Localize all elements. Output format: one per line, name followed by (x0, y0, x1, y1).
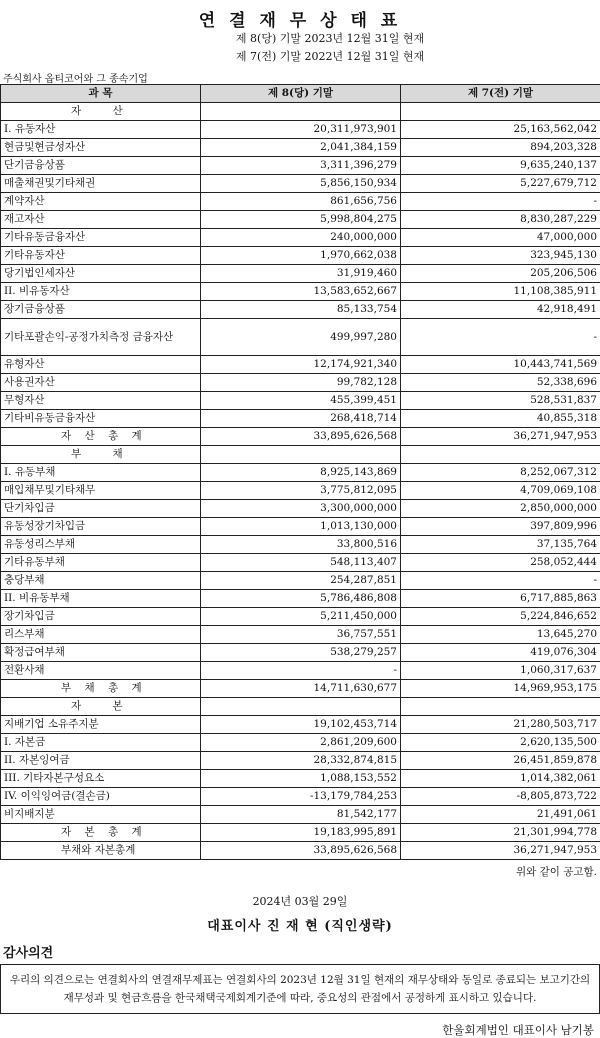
prior-value: 11,108,385,911 (401, 283, 600, 301)
current-value: 1,970,662,038 (201, 247, 401, 265)
current-value: 268,418,714 (201, 410, 401, 428)
table-row (1, 590, 600, 608)
prior-value: 37,135,764 (401, 536, 600, 554)
prior-value (401, 103, 600, 121)
account-name: I. 자본금 (1, 734, 201, 752)
current-value: 14,711,630,677 (201, 680, 401, 698)
prior-value: 40,855,318 (401, 410, 600, 428)
current-value: 5,786,486,808 (201, 590, 401, 608)
account-name: 기타유동자산 (1, 247, 201, 265)
table-row (1, 662, 600, 680)
prior-value: 36,271,947,953 (401, 428, 600, 446)
table-row (1, 301, 600, 319)
prior-value: 4,709,069,108 (401, 482, 600, 500)
table-row (1, 716, 600, 734)
prior-value: 5,227,679,712 (401, 175, 600, 193)
current-value: -13,179,784,253 (201, 788, 401, 806)
table-row (1, 770, 600, 788)
table-row (1, 428, 600, 446)
current-value: 254,287,851 (201, 572, 401, 590)
prior-value: 2,620,135,500 (401, 734, 600, 752)
current-value: 861,656,756 (201, 193, 401, 211)
period-prior: 제 7(전) 기말 2022년 12월 31일 현재 (0, 48, 600, 66)
account-name: 재고자산 (1, 211, 201, 229)
table-row (1, 698, 600, 716)
current-value: 455,399,451 (201, 392, 401, 410)
ceo-signature: 대표이사 진 재 현 (직인생략) (0, 915, 600, 934)
current-value: 81,542,177 (201, 806, 401, 824)
current-value (201, 698, 401, 716)
current-value: 20,311,973,901 (201, 121, 401, 139)
table-row (1, 608, 600, 626)
current-value: 36,757,551 (201, 626, 401, 644)
account-name: 부채와 자본총계 (1, 842, 201, 860)
audit-opinion-text: 우리의 의견으로는 연결회사의 연결재무제표는 연결회사의 2023년 12월 31일 현재의 재무상태와 동일로 종료되는 보고기간의 재무성과 및 현금흐름을 한국채택국제회계기준에 따라, 중요성의 관점에서 공정하게 표시하고 있습니다. (10, 974, 590, 1004)
table-row (1, 554, 600, 572)
table-row (1, 410, 600, 428)
table-row (1, 536, 600, 554)
statement-title: 연 결 재 무 상 태 표 (0, 0, 600, 30)
account-name: 유동성장기차입금 (1, 518, 201, 536)
prior-value: 25,163,562,042 (401, 121, 600, 139)
account-name: 자 본 총 계 (1, 824, 201, 842)
table-row (1, 356, 600, 374)
prior-value: 10,443,741,569 (401, 356, 600, 374)
period-current: 제 8(당) 기말 2023년 12월 31일 현재 (0, 30, 600, 48)
balance-sheet-table (0, 84, 600, 860)
table-row (1, 193, 600, 211)
auditor-signature: 한울회계법인 대표이사 남기봉 (0, 1022, 594, 1038)
announcement-note: 위와 같이 공고함. (0, 864, 597, 879)
table-row (1, 680, 600, 698)
prior-value: 2,850,000,000 (401, 500, 600, 518)
account-name: 비지배지분 (1, 806, 201, 824)
table-row (1, 500, 600, 518)
current-value: 33,895,626,568 (201, 842, 401, 860)
table-row (1, 806, 600, 824)
current-value: 5,211,450,000 (201, 608, 401, 626)
account-name: III. 기타자본구성요소 (1, 770, 201, 788)
account-name: II. 자본잉여금 (1, 752, 201, 770)
account-name: 매입채무및기타채무 (1, 482, 201, 500)
current-value: 240,000,000 (201, 229, 401, 247)
table-row (1, 121, 600, 139)
account-name: 매출채권및기타채권 (1, 175, 201, 193)
prior-value: 21,280,503,717 (401, 716, 600, 734)
account-name: 자 산 (1, 103, 201, 121)
table-row (1, 229, 600, 247)
table-row (1, 247, 600, 265)
current-value: 31,919,460 (201, 265, 401, 283)
prior-value: -8,805,873,722 (401, 788, 600, 806)
table-row (1, 464, 600, 482)
prior-value: 397,809,996 (401, 518, 600, 536)
prior-value: 8,252,067,312 (401, 464, 600, 482)
account-name: 전환사채 (1, 662, 201, 680)
prior-value (401, 446, 600, 464)
prior-value: 6,717,885,863 (401, 590, 600, 608)
prior-value: 528,531,837 (401, 392, 600, 410)
account-name: 자 산 총 계 (1, 428, 201, 446)
account-name: I. 유동자산 (1, 121, 201, 139)
account-name: 단기차입금 (1, 500, 201, 518)
current-value: 33,800,516 (201, 536, 401, 554)
current-value: 538,279,257 (201, 644, 401, 662)
prior-value: 5,224,846,652 (401, 608, 600, 626)
account-name: 기타유동부채 (1, 554, 201, 572)
prior-value: 419,076,304 (401, 644, 600, 662)
prior-value: 21,491,061 (401, 806, 600, 824)
table-row (1, 788, 600, 806)
current-value: 13,583,652,667 (201, 283, 401, 301)
table-row (1, 139, 600, 157)
prior-value: 47,000,000 (401, 229, 600, 247)
table-row (1, 283, 600, 301)
current-value: 1,013,130,000 (201, 518, 401, 536)
prior-value: 14,969,953,175 (401, 680, 600, 698)
table-row (1, 446, 600, 464)
table-row (1, 211, 600, 229)
table-row (1, 572, 600, 590)
table-row (1, 518, 600, 536)
account-name: 기타포괄손익-공정가치측정 금융자산 (1, 319, 201, 356)
account-name: 장기차입금 (1, 608, 201, 626)
account-name: 당기법인세자산 (1, 265, 201, 283)
prior-value: 13,645,270 (401, 626, 600, 644)
prior-value: 8,830,287,229 (401, 211, 600, 229)
table-row (1, 175, 600, 193)
audit-opinion-title: 감사의견 (3, 942, 600, 961)
prior-value: - (401, 319, 600, 356)
table-body (1, 103, 600, 860)
table-row (1, 482, 600, 500)
table-row (1, 157, 600, 175)
prior-value: 323,945,130 (401, 247, 600, 265)
account-name: 확정급여부채 (1, 644, 201, 662)
prior-value: - (401, 193, 600, 211)
prior-value: 894,203,328 (401, 139, 600, 157)
table-row (1, 734, 600, 752)
table-row (1, 392, 600, 410)
account-name: 사용권자산 (1, 374, 201, 392)
account-name: 충당부채 (1, 572, 201, 590)
current-value: 5,998,804,275 (201, 211, 401, 229)
table-row (1, 626, 600, 644)
account-name: 부 채 (1, 446, 201, 464)
table-row (1, 265, 600, 283)
prior-value: 9,635,240,137 (401, 157, 600, 175)
account-name: II. 비유동자산 (1, 283, 201, 301)
prior-value: 26,451,859,878 (401, 752, 600, 770)
table-row (1, 644, 600, 662)
account-name: 단기금융상품 (1, 157, 201, 175)
current-value: 5,856,150,934 (201, 175, 401, 193)
prior-value: 36,271,947,953 (401, 842, 600, 860)
table-row (1, 824, 600, 842)
header-current: 제 8(당) 기말 (201, 85, 401, 103)
current-value: 99,782,128 (201, 374, 401, 392)
current-value: 12,174,921,340 (201, 356, 401, 374)
account-name: 현금및현금성자산 (1, 139, 201, 157)
company-name: 주식회사 옵티코어와 그 종속기업 (3, 70, 600, 84)
current-value: 3,311,396,279 (201, 157, 401, 175)
header-prior: 제 7(전) 기말 (401, 85, 600, 103)
audit-opinion-box (0, 964, 600, 1014)
current-value: - (201, 662, 401, 680)
account-name: IV. 이익잉여금(결손금) (1, 788, 201, 806)
prior-value: - (401, 572, 600, 590)
account-name: 부 채 총 계 (1, 680, 201, 698)
current-value: 3,775,812,095 (201, 482, 401, 500)
current-value (201, 446, 401, 464)
current-value (201, 103, 401, 121)
account-name: 장기금융상품 (1, 301, 201, 319)
account-name: 무형자산 (1, 392, 201, 410)
prior-value: 42,918,491 (401, 301, 600, 319)
current-value: 19,102,453,714 (201, 716, 401, 734)
announcement-date: 2024년 03월 29일 (0, 893, 600, 909)
prior-value: 52,338,696 (401, 374, 600, 392)
table-header-row (1, 85, 600, 103)
table-row (1, 752, 600, 770)
table-row (1, 319, 600, 356)
prior-value: 1,014,382,061 (401, 770, 600, 788)
current-value: 33,895,626,568 (201, 428, 401, 446)
current-value: 1,088,153,552 (201, 770, 401, 788)
account-name: 유형자산 (1, 356, 201, 374)
account-name: I. 유동부채 (1, 464, 201, 482)
account-name: 기타비유동금융자산 (1, 410, 201, 428)
current-value: 28,332,874,815 (201, 752, 401, 770)
table-row (1, 374, 600, 392)
prior-value: 1,060,317,637 (401, 662, 600, 680)
account-name: 지배기업 소유주지분 (1, 716, 201, 734)
account-name: 계약자산 (1, 193, 201, 211)
current-value: 2,861,209,600 (201, 734, 401, 752)
current-value: 548,113,407 (201, 554, 401, 572)
account-name: 기타유동금융자산 (1, 229, 201, 247)
header-account: 과 목 (1, 85, 201, 103)
prior-value: 258,052,444 (401, 554, 600, 572)
prior-value (401, 698, 600, 716)
current-value: 85,133,754 (201, 301, 401, 319)
account-name: 리스부채 (1, 626, 201, 644)
account-name: 자 본 (1, 698, 201, 716)
account-name: II. 비유동부채 (1, 590, 201, 608)
current-value: 8,925,143,869 (201, 464, 401, 482)
table-row (1, 842, 600, 860)
current-value: 2,041,384,159 (201, 139, 401, 157)
table-row (1, 103, 600, 121)
current-value: 3,300,000,000 (201, 500, 401, 518)
prior-value: 21,301,994,778 (401, 824, 600, 842)
current-value: 19,183,995,891 (201, 824, 401, 842)
prior-value: 205,206,506 (401, 265, 600, 283)
current-value: 499,997,280 (201, 319, 401, 356)
account-name: 유동성리스부채 (1, 536, 201, 554)
